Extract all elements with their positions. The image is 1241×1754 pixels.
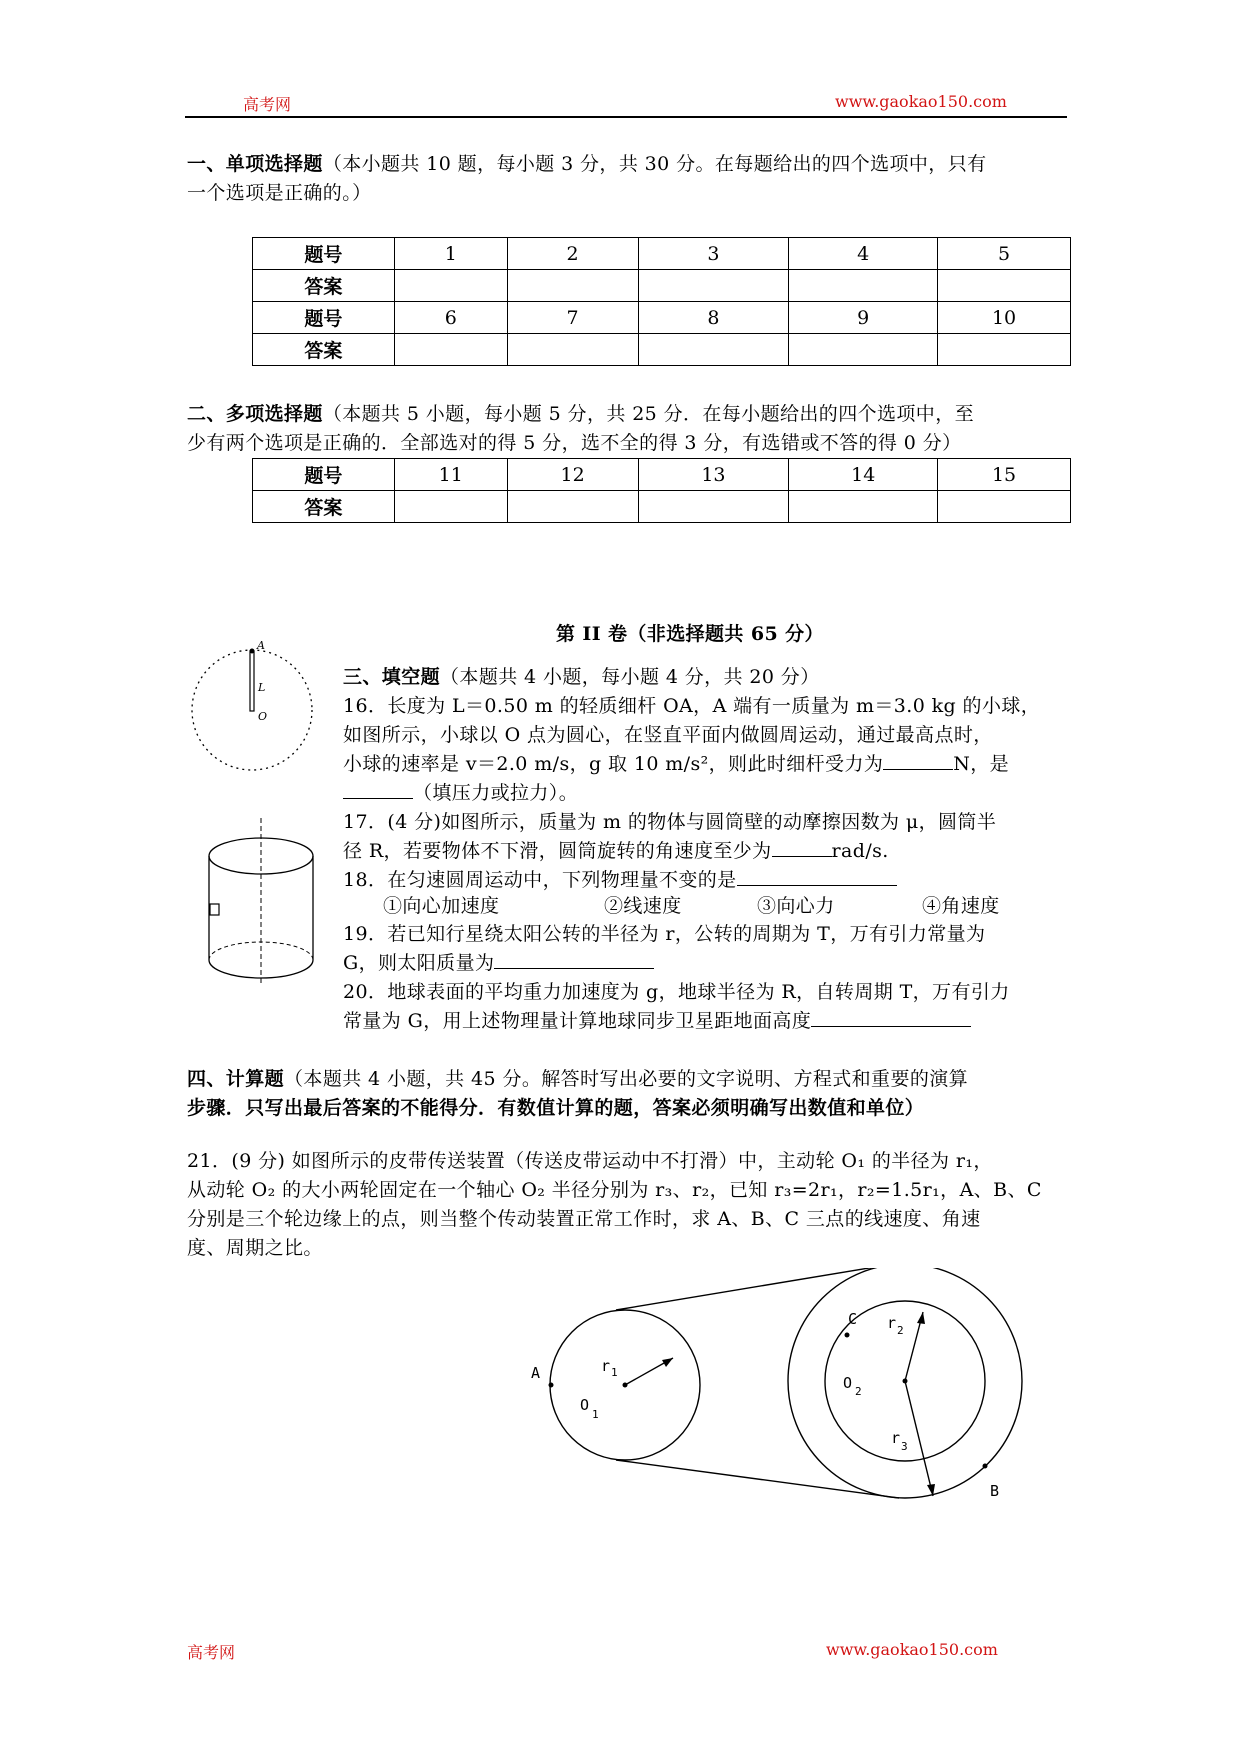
answer-cell[interactable] <box>789 334 938 366</box>
table-row <box>253 302 1071 334</box>
question-number: 12 <box>507 459 638 491</box>
q17-line2: 径 R，若要物体不下滑，圆筒旋转的角速度至少为 rad/s. <box>343 840 889 862</box>
point-A <box>549 1383 554 1388</box>
label-L: L <box>258 681 266 694</box>
section4-heading-cont: 步骤．只写出最后答案的不能得分．有数值计算的题，答案必须明确写出数值和单位） <box>187 1097 925 1119</box>
label-O1: O <box>580 1396 590 1414</box>
question-number: 11 <box>394 459 507 491</box>
q16-line2: 如图所示，小球以 O 点为圆心，在竖直平面内做圆周运动，通过最高点时， <box>343 724 993 746</box>
question-number: 8 <box>638 302 789 334</box>
label-A: A <box>257 640 265 652</box>
block-on-wall <box>210 904 219 915</box>
answer-cell[interactable] <box>638 270 789 302</box>
header-site-url[interactable]: www.gaokao150.com <box>835 92 1007 111</box>
label-O2: O <box>843 1374 853 1392</box>
point-B <box>983 1464 988 1469</box>
rod <box>250 651 254 711</box>
answer-cell[interactable] <box>789 491 938 523</box>
answer-cell[interactable] <box>507 491 638 523</box>
answer-table-1 <box>252 237 1071 366</box>
label-answer: 答案 <box>253 270 395 302</box>
answer-cell[interactable] <box>938 491 1071 523</box>
label-r2: r <box>887 1314 897 1332</box>
label-question-number: 题号 <box>253 459 395 491</box>
section3-heading: 三、填空题（本题共 4 小题，每小题 4 分，共 20 分） <box>343 666 820 688</box>
q18-blank[interactable] <box>737 867 897 886</box>
q16-blank-force[interactable] <box>883 751 953 770</box>
table-row <box>253 238 1071 270</box>
svg-text:2: 2 <box>897 1324 904 1337</box>
section2-heading: 二、多项选择题（本题共 5 小题，每小题 5 分，共 25 分．在每小题给出的四个选项中，至 <box>187 403 975 425</box>
question-number: 15 <box>938 459 1071 491</box>
q21-line3: 分别是三个轮边缘上的点，则当整个传动装置正常工作时，求 A、B、C 三点的线速度、角速 <box>187 1208 981 1230</box>
table-row <box>253 270 1071 302</box>
label-question-number: 题号 <box>253 238 395 270</box>
q19-line1: 19．若已知行星绕太阳公转的半径为 r，公转的周期为 T，万有引力常量为 <box>343 923 986 945</box>
q19-blank[interactable] <box>494 950 654 969</box>
answer-cell[interactable] <box>638 491 789 523</box>
q18-option: ③向心力 <box>757 895 835 917</box>
q21-line1: 21．(9 分) 如图所示的皮带传送装置（传送皮带运动中不打滑）中，主动轮 O₁ 的半径为 r₁， <box>187 1150 993 1172</box>
q18-option: ①向心加速度 <box>383 895 500 917</box>
q16-line3: 小球的速率是 v＝2.0 m/s，g 取 10 m/s²，则此时细杆受力为 N，是 <box>343 753 1010 775</box>
question-number: 6 <box>394 302 507 334</box>
q16-line1: 16．长度为 L＝0.50 m 的轻质细杆 OA，A 端有一质量为 m＝3.0 kg 的小球， <box>343 695 1041 717</box>
q18-option: ②线速度 <box>604 895 682 917</box>
footer-site-name: 高考网 <box>187 1643 236 1662</box>
point-C <box>845 1333 850 1338</box>
answer-cell[interactable] <box>507 270 638 302</box>
question-number: 7 <box>507 302 638 334</box>
q20-line2: 常量为 G，用上述物理量计算地球同步卫星距地面高度 <box>343 1007 971 1036</box>
cylinder-figure <box>205 818 317 984</box>
q18-options <box>383 892 1000 921</box>
belt-drive-figure <box>525 1268 1025 1513</box>
answer-cell[interactable] <box>938 270 1071 302</box>
svg-text:1: 1 <box>592 1408 599 1421</box>
radius-r3 <box>905 1381 933 1496</box>
table-row <box>253 491 1071 523</box>
question-number: 9 <box>789 302 938 334</box>
label-O: O <box>258 710 268 723</box>
header-site-name: 高考网 <box>243 95 292 114</box>
label-answer: 答案 <box>253 491 395 523</box>
question-number: 2 <box>507 238 638 270</box>
label-answer: 答案 <box>253 334 395 366</box>
question-number: 13 <box>638 459 789 491</box>
question-number: 1 <box>394 238 507 270</box>
arrow-r1 <box>662 1358 673 1367</box>
label-question-number: 题号 <box>253 302 395 334</box>
table-row <box>253 334 1071 366</box>
q18-line: 18．在匀速圆周运动中，下列物理量不变的是 <box>343 866 897 895</box>
svg-text:1: 1 <box>611 1366 618 1379</box>
belt-top <box>616 1268 875 1310</box>
section1-heading-cont: 一个选项是正确的。） <box>187 182 372 204</box>
svg-text:3: 3 <box>901 1440 908 1453</box>
answer-cell[interactable] <box>394 334 507 366</box>
table-row <box>253 459 1071 491</box>
section1-heading: 一、单项选择题（本小题共 10 题，每小题 3 分，共 30 分。在每题给出的四个选项中，只有 <box>187 153 987 175</box>
question-number: 4 <box>789 238 938 270</box>
q16-line4: （填压力或拉力）。 <box>343 779 578 808</box>
answer-cell[interactable] <box>638 334 789 366</box>
q16-blank-type[interactable] <box>343 780 413 799</box>
label-B: B <box>990 1482 1000 1500</box>
arrow-r2 <box>917 1312 925 1324</box>
q20-blank[interactable] <box>811 1008 971 1027</box>
question-number: 10 <box>938 302 1071 334</box>
footer-site-url[interactable]: www.gaokao150.com <box>826 1640 998 1659</box>
section4-heading: 四、计算题（本题共 4 小题，共 45 分。解答时写出必要的文字说明、方程式和重要的演算 <box>187 1068 969 1090</box>
rod-circle-figure <box>188 640 316 772</box>
q21-line4: 度、周期之比。 <box>187 1237 323 1259</box>
label-A: A <box>531 1364 541 1382</box>
question-number: 3 <box>638 238 789 270</box>
ball-A <box>250 649 255 654</box>
q18-option: ④角速度 <box>922 895 1000 917</box>
answer-cell[interactable] <box>507 334 638 366</box>
q17-line1: 17．(4 分)如图所示，质量为 m 的物体与圆筒壁的动摩擦因数为 μ，圆筒半 <box>343 811 997 833</box>
answer-cell[interactable] <box>394 491 507 523</box>
belt-bottom <box>616 1460 899 1498</box>
label-r1: r <box>601 1357 611 1375</box>
answer-cell[interactable] <box>394 270 507 302</box>
q17-blank[interactable] <box>772 838 832 857</box>
section2-heading-cont: 少有两个选项是正确的．全部选对的得 5 分，选不全的得 3 分，有选错或不答的得 0 分） <box>187 432 962 454</box>
part2-title: 第 II 卷（非选择题共 65 分） <box>556 623 824 645</box>
header-rule <box>185 116 1067 118</box>
question-number: 14 <box>789 459 938 491</box>
label-r3: r <box>891 1429 901 1447</box>
question-number: 5 <box>938 238 1071 270</box>
q19-line2: G，则太阳质量为 <box>343 949 654 978</box>
answer-cell[interactable] <box>789 270 938 302</box>
label-C: C <box>848 1310 858 1328</box>
answer-cell[interactable] <box>938 334 1071 366</box>
q20-line1: 20．地球表面的平均重力加速度为 g，地球半径为 R，自转周期 T，万有引力 <box>343 981 1010 1003</box>
svg-text:2: 2 <box>855 1385 862 1398</box>
answer-table-2 <box>252 458 1071 523</box>
q21-line2: 从动轮 O₂ 的大小两轮固定在一个轴心 O₂ 半径分别为 r₃、r₂，已知 r₃=2r₁，r₂=1.5r₁，A、B、C <box>187 1179 1042 1201</box>
